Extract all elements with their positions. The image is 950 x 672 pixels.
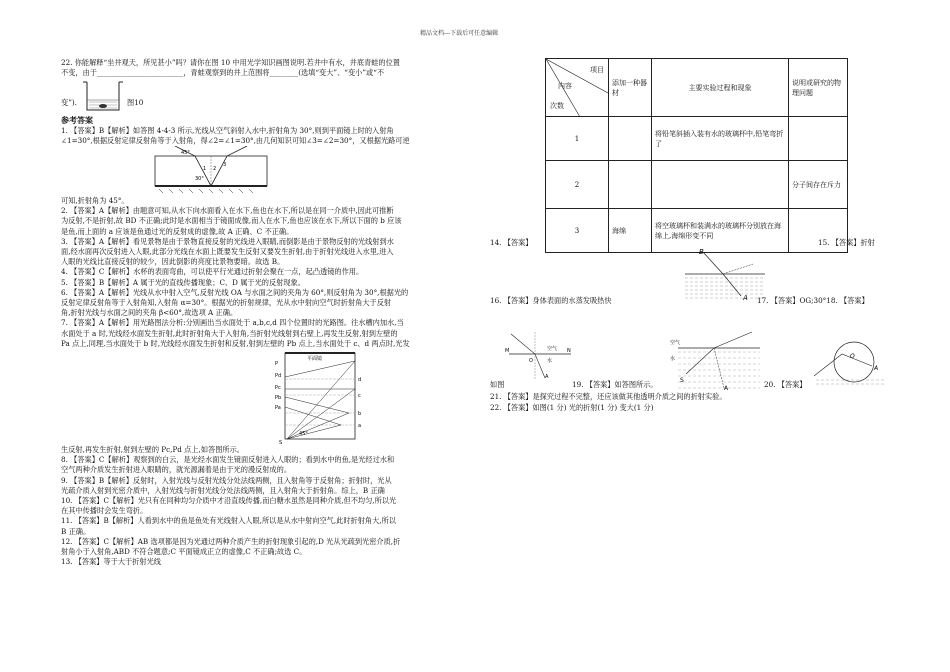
q22-line2: 不变，由于________________________，青蛙观察到的井上范围将________(选填“变大”、“变小”或“不 — [61, 68, 385, 78]
col-process-header: 主要实验过程和现象 — [652, 59, 789, 117]
row3-process: 将空玻璃杯和装满水的玻璃杯分别放在海绵上,海绵形变不同 — [652, 209, 789, 253]
a3-line2: 面,经水面再次反射进入人眼,此部分光线在水面上既要发生反射又要发生折射,由于折射光线进入水里,进入 — [61, 247, 394, 257]
fig18-water: 水 — [547, 358, 553, 364]
row1-process: 将铅笔斜插入装有水的玻璃杯中,铅笔弯折了 — [652, 117, 789, 161]
fig19-refraction — [668, 330, 762, 392]
fig19-water: 水 — [670, 356, 676, 362]
a11-line1: 11. 【答案】B【解析】人看到水中的鱼是鱼处有光线射入人眼,所以是从水中射向空气,此时折射角大,所以 — [61, 516, 396, 526]
a1-line3: 可知,折射角为 45°。 — [61, 196, 129, 206]
fig1-45-label: 45° — [181, 150, 190, 157]
a9-line2: 光疏介质入射到光密介质中，入射光线与折射光线分处法线两侧，且入射角大于折射角。综上，B 正确 — [61, 485, 385, 495]
a18-tail: 如图 — [490, 380, 505, 389]
fig18-air: 空气 — [547, 346, 558, 352]
row3-tool: 海绵 — [609, 209, 652, 253]
figure-10-label: 图10 — [127, 98, 144, 108]
a6-line2: 反射定律反射角等于入射角知,入射角 α=30°。根据光的折射规律，光从水中射向空气时折射角大于反射 — [61, 298, 392, 308]
left-column — [61, 58, 466, 568]
q22-line1: 22. 你能解释“坐井观天，所见甚小”吗？请你在图 10 中用光学知识画图说明.若井中有水，井底青蛙的位置 — [61, 58, 400, 67]
header-number: 次数 — [550, 102, 564, 110]
a6-line3: 角,折射光线与水面之间的夹角 β<60°,故选项 A 正确。 — [61, 308, 238, 318]
row1-issue — [789, 117, 848, 161]
a2-line2: 为反射,不是折射,故 BD 不正确;此时是水面相当于镜面成像,而人在水下,鱼也应该在水下,所以下面的 b 应该 — [61, 216, 402, 226]
a12-line1: 12. 【答案】C【解析】AB 选项都是因为光通过两种介质产生的折射现象引起的,D 光从光疏到光密介质,折 — [61, 536, 401, 546]
row1-num: 1 — [546, 117, 609, 161]
a1-line1: 1. 【答案】B【解析】如答图 4-4-3 所示,光线从空气斜射入水中,折射角为 30°,则到平面镜上时的入射角 — [61, 125, 394, 135]
a7-line2: 水面处于 a 时,光线经水面发生折射,此时折射角大于入射角,当折射光线射到右壁上,再发生反射,射到左壁的 — [61, 328, 398, 338]
header-content: 内容 — [558, 82, 572, 90]
fig1-angle-2: 2 — [213, 166, 217, 173]
well-figure — [83, 78, 125, 112]
a2-line1: 2. 【答案】A【解析】由题意可知,从水下向水面看入在水下,鱼也在水下,所以是在同一介质中,因此可推断 — [61, 206, 394, 216]
water-tank-figure — [271, 349, 371, 445]
a11-line2: B 正确。 — [61, 526, 91, 536]
a20: 20. 【答案】 — [764, 380, 807, 389]
row2-num: 2 — [546, 161, 609, 209]
fig19-A: A — [724, 385, 729, 392]
a5: 5. 【答案】B【解析】A 属于光的直线传播现象；C、D 属于光的反射现象。 — [61, 277, 305, 287]
a9-line1: 9. 【答案】B【解析】反射时，入射光线与反射光线分处法线两侧，且入射角等于反射角；折射时，光从 — [61, 475, 392, 485]
fig7-Pd: Pd — [275, 373, 282, 380]
fig1-angle-1: 1 — [203, 166, 207, 173]
a19: 19. 【答案】如答图所示。 — [572, 380, 658, 389]
a14: 14. 【答案】 — [490, 238, 533, 247]
fig7-Pa: Pa — [275, 405, 281, 412]
fig18-O: O — [529, 358, 533, 364]
a4: 4. 【答案】C【解析】水杯的表面弯曲，可以使平行光通过折射会聚在一点，起凸透镜的作用。 — [61, 267, 364, 277]
fig18-A: A — [545, 374, 549, 380]
a22: 22. 【答案】如图(1 分) 光的折射(1 分) 变大(1 分) — [490, 403, 654, 412]
a13: 13. 【答案】等于大于折射光线 — [61, 557, 161, 567]
q22-line3-text: 变”). — [61, 98, 77, 108]
row1-tool — [609, 117, 652, 161]
answers-heading: 参考答案 — [61, 115, 93, 126]
fig1-angle-3: 3 — [223, 162, 227, 169]
a2-line3: 是鱼,而上面的 a 应该是鱼通过光的反射成的虚像,故 A 正确、C 不正确。 — [61, 226, 294, 236]
a8-line1: 8. 【答案】C【解析】观察到的白云，是光经水面发生镜面反射进入人眼的；看到水中的鱼,是光经过水和 — [61, 455, 395, 465]
fig7-mirror-label: 平面镜 — [307, 356, 323, 363]
a10-line1: 10. 【答案】C【解析】光只有在同种均匀介质中才沿直线传播,而白糖水虽然是同种介质,但不均匀,所以光 — [61, 496, 397, 506]
page-header: 精品文档---下载后可任意编辑 — [420, 30, 499, 37]
fig18-M: M — [505, 348, 510, 354]
fig7-level-d: d — [358, 377, 362, 384]
fig18-N: N — [567, 348, 571, 354]
table-row — [546, 161, 848, 209]
a12-line2: 射角小于入射角,ABD 不符合题意;C 平面镜成正立的虚像,C 不正确;故选 C。 — [61, 547, 307, 557]
a10-line2: 在其中传播时会发生弯折。 — [61, 506, 148, 516]
table-row — [546, 117, 848, 161]
a8-line2: 空气两种介质发生折射进入眼睛的，就光源漏着是由于光的漫反射成的。 — [61, 465, 292, 475]
a16: 16. 【答案】身体表面的水蒸发吸热快 — [490, 296, 612, 305]
col-tool-header: 添加一种器材 — [609, 59, 652, 117]
header-item: 项目 — [590, 66, 604, 74]
a6-line1: 6. 【答案】A【解析】光线从水中射入空气,反射光线 OA 与水面之间的夹角为 60°,则反射角为 30°,根据光的 — [61, 287, 409, 297]
fig7-S: S — [279, 440, 283, 446]
q22-line3 — [61, 78, 466, 112]
a21: 21. 【答案】是探究过程不完整，还应该做其他透明介质之间的折射实验。 — [490, 392, 727, 401]
fig7-Pc: Pc — [275, 385, 281, 392]
fig20-O: O — [850, 353, 855, 360]
row2-process — [652, 161, 789, 209]
fig19-S: S — [680, 377, 684, 384]
a3-line3: 人眼的光线比直接反射的较少，因此倒影的亮度比景物要暗。故选 B。 — [61, 257, 285, 267]
fig14-B: B — [699, 248, 704, 256]
fig1-30-label: 30° — [195, 176, 204, 183]
fig7-angle: 45° — [299, 431, 308, 438]
fig14-A: A — [743, 294, 748, 302]
row2-issue: 分子间存在斥力 — [789, 161, 848, 209]
fig7-level-b: b — [358, 411, 362, 418]
a17: 17. 【答案】OG;30°18. 【答案】 — [757, 296, 869, 305]
a7-line4: 生反射,再发生折射,射到左壁的 Pc,Pd 点上,如答图所示。 — [61, 445, 244, 455]
a1-line2: ∠1=30°,根据反射定律反射角等于入射角，得∠2=∠1=30°,由几何知识可知∠3=∠2=30°，又根据光路可逆 — [61, 135, 410, 145]
fig7-level-c: c — [358, 393, 361, 400]
fig7-Pb: Pb — [275, 395, 282, 402]
experiment-table — [545, 58, 848, 253]
table-corner-cell — [546, 59, 609, 117]
fig7-level-a: a — [358, 423, 362, 430]
fig20-lens — [812, 336, 888, 388]
a15: 15. 【答案】折射 — [818, 238, 875, 247]
a3-line1: 3. 【答案】A【解析】看见景物是由于景物直接反射的光线进入眼睛,而倒影是由于景物反射的光线射到水 — [61, 236, 394, 246]
fig7-P: P — [275, 361, 279, 368]
a7-line1: 7. 【答案】A【解析】用光路图法分析:分别画出当水面处于 a,b,c,d 四个位置时的光路图。往水槽内加水,当 — [61, 318, 404, 328]
a7-line3: Pa 点上,同理,当水面处于 b 时,光线经水面发生折射和反射,射到左壁的 Pb 点上,当水面处于 c、d 两点时,光发 — [61, 338, 410, 348]
fig18-refraction — [505, 328, 575, 382]
col-issue-header: 说明或研究的物理问题 — [789, 59, 848, 117]
row3-num: 3 — [546, 209, 609, 253]
row2-tool — [609, 161, 652, 209]
fig19-air: 空气 — [670, 340, 681, 346]
fig20-A: A — [874, 365, 879, 372]
refraction-mirror-figure — [149, 146, 279, 196]
